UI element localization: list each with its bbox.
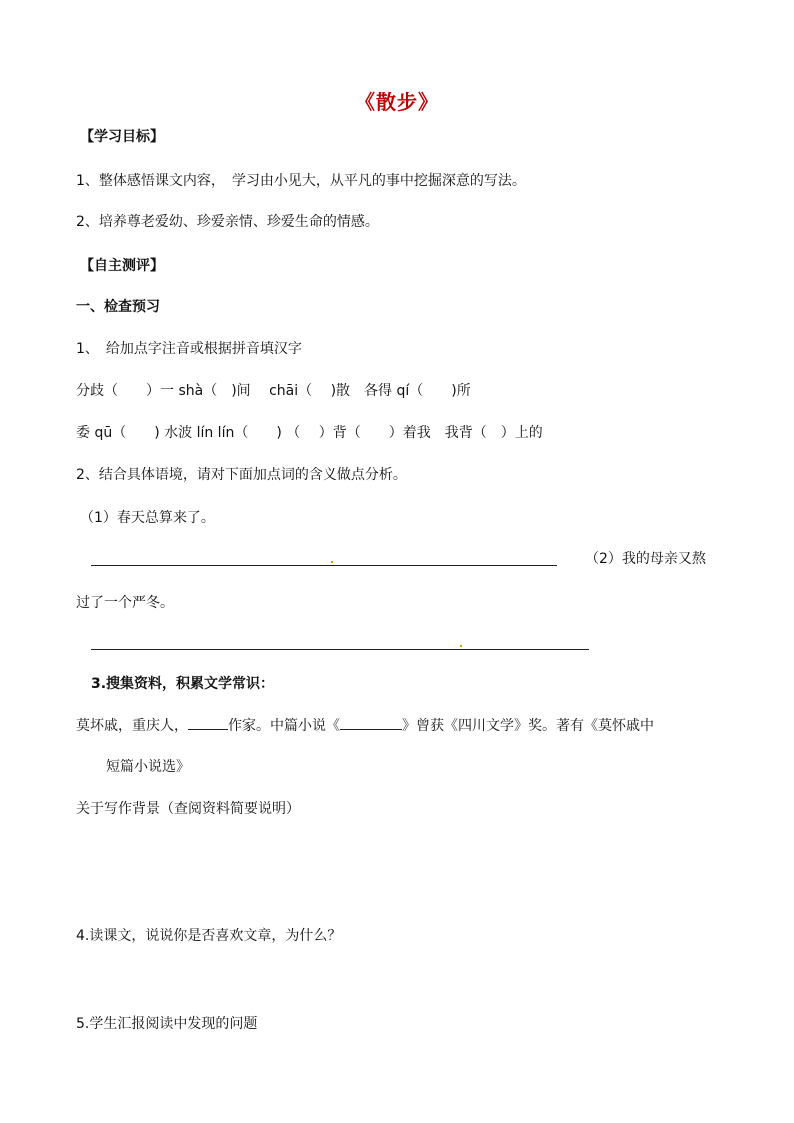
question-1: 1、 给加点字注音或根据拼音填汉字 <box>76 341 302 357</box>
question-2-item-1: （1）春天总算来了。 <box>80 510 215 526</box>
author-type-blank[interactable] <box>188 715 228 730</box>
answer-line-1[interactable] <box>91 565 557 566</box>
question-1-line-2: 委 qū（ ) 水波 lín lín（ ) （ ）背（ ）着我 我背（ ）上的 <box>76 425 543 441</box>
question-2-item-2-continued: 过了一个严冬。 <box>76 595 174 611</box>
question-3-text-b: 作家。中篇小说《 <box>228 718 340 734</box>
self-assessment-heading: 【自主测评】 <box>80 258 164 274</box>
question-3-text-c: 》曾获《四川文学》奖。著有《莫怀戚中 <box>402 718 654 734</box>
document-title: 《散步》 <box>355 90 439 114</box>
question-3: 3.搜集资料，积累文学常识： <box>91 676 275 692</box>
goal-1: 1、整体感悟课文内容， 学习由小见大，从平凡的事中挖掘深意的写法。 <box>76 173 526 189</box>
question-3-text-a: 莫坏戚，重庆人， <box>76 718 188 734</box>
question-5: 5.学生汇报阅读中发现的问题 <box>76 1016 258 1032</box>
goal-2: 2、培养尊老爱幼、珍爱亲情、珍爱生命的情感。 <box>76 214 379 230</box>
question-2-item-2: （2）我的母亲又熬 <box>585 551 706 567</box>
highlight-mark <box>331 561 333 563</box>
question-4: 4.读课文，说说你是否喜欢文章，为什么？ <box>76 928 342 944</box>
novel-title-blank[interactable] <box>340 715 402 730</box>
highlight-mark <box>460 645 462 647</box>
answer-line-2[interactable] <box>91 649 589 650</box>
learning-goals-heading: 【学习目标】 <box>80 129 164 145</box>
question-3-text-continued: 短篇小说选》 <box>106 759 190 775</box>
question-3-text <box>76 715 654 736</box>
question-2: 2、结合具体语境，请对下面加点词的含义做点分析。 <box>76 467 407 483</box>
question-1-line-1: 分歧（ ）一 shà（ )间 chāi（ )散 各得 qí（ )所 <box>76 383 471 399</box>
preview-check-heading: 一、检查预习 <box>76 299 160 315</box>
writing-background: 关于写作背景（查阅资料简要说明） <box>76 801 300 817</box>
